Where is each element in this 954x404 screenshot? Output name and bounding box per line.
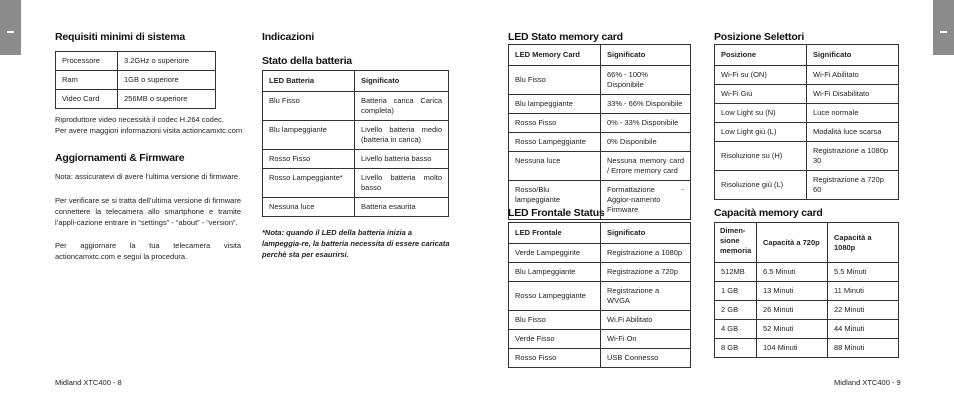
- table-cell: Rosso Fisso: [263, 150, 355, 169]
- table-cell: Blu Fisso: [509, 66, 601, 95]
- requisiti-note: [55, 114, 245, 136]
- page-tab-left: [0, 0, 21, 55]
- table-cell: Livello batteria molto basso: [355, 169, 449, 198]
- table-header-cell: Dimen-sione memoria: [715, 223, 757, 263]
- memory-led-table: [508, 44, 691, 220]
- table-header-cell: Significato: [807, 45, 899, 66]
- table-cell: Ram: [56, 71, 118, 90]
- selettori-title: Posizione Selettori: [714, 31, 805, 43]
- table-row: [263, 92, 449, 121]
- table-row: [509, 114, 691, 133]
- table-cell: Registrazione a 720p 60: [807, 171, 899, 200]
- table-cell: USB Connesso: [601, 349, 691, 368]
- table-cell: Nessuna luce: [263, 198, 355, 217]
- requisiti-note-line2: Per avere maggiori informazioni visita actioncamxtc.com: [55, 126, 243, 135]
- table-row: [263, 121, 449, 150]
- table-cell: 11 Minuti: [828, 282, 899, 301]
- table-row: [715, 301, 899, 320]
- table-row: [715, 263, 899, 282]
- table-cell: Registrazione a 1080p 30: [807, 142, 899, 171]
- table-header-row: [715, 45, 899, 66]
- requisiti-title: Requisiti minimi di sistema: [55, 31, 185, 43]
- table-cell: Livello batteria medio (batteria in carica): [355, 121, 449, 150]
- table-header-cell: LED Frontale: [509, 223, 601, 244]
- table-row: [509, 263, 691, 282]
- capacita-table: [714, 222, 899, 358]
- table-cell: 8 GB: [715, 339, 757, 358]
- table-cell: Batteria carica Carica completa): [355, 92, 449, 121]
- table-row: [715, 282, 899, 301]
- table-cell: Low Light giù (L): [715, 123, 807, 142]
- table-cell: Rosso Lampeggiante: [509, 282, 601, 311]
- table-cell: Wi-Fi On: [601, 330, 691, 349]
- table-header-cell: Significato: [601, 45, 691, 66]
- table-cell: Wi-Fi Abilitato: [807, 66, 899, 85]
- table-cell: Video Card: [56, 90, 118, 109]
- table-cell: Risoluzione giù (L): [715, 171, 807, 200]
- table-cell: Registrazione a WVGA: [601, 282, 691, 311]
- page-number-right: Midland XTC400 - 9: [834, 378, 901, 387]
- table-cell: 1 GB: [715, 282, 757, 301]
- batteria-subtitle: Stato della batteria: [262, 55, 352, 67]
- table-row: [509, 282, 691, 311]
- table-cell: Blu lampeggiante: [509, 95, 601, 114]
- table-cell: Blu Fisso: [509, 311, 601, 330]
- table-cell: Blu Lampeggiante: [509, 263, 601, 282]
- table-row: [715, 104, 899, 123]
- requisiti-table: [55, 51, 216, 109]
- table-cell: 1GB o superiore: [118, 71, 216, 90]
- table-row: [509, 152, 691, 181]
- table-cell: 22 Minuti: [828, 301, 899, 320]
- table-row: [715, 66, 899, 85]
- table-cell: 33% - 66% Disponibile: [601, 95, 691, 114]
- table-cell: Verde Lampegginte: [509, 244, 601, 263]
- page-number-left: Midland XTC400 - 8: [55, 378, 122, 387]
- table-header-cell: Significato: [355, 71, 449, 92]
- table-cell: Modalità luce scarsa: [807, 123, 899, 142]
- table-row: [715, 85, 899, 104]
- table-cell: Wi.Fi Abilitato: [601, 311, 691, 330]
- table-cell: Rosso Lampeggiante: [509, 133, 601, 152]
- table-cell: Processore: [56, 52, 118, 71]
- table-cell: 13 Minuti: [757, 282, 828, 301]
- table-header-row: [715, 223, 899, 263]
- aggiornamenti-title: Aggiornamenti & Firmware: [55, 152, 185, 164]
- table-cell: 88 Minuti: [828, 339, 899, 358]
- table-header-row: [263, 71, 449, 92]
- table-cell: Registrazione a 1080p: [601, 244, 691, 263]
- table-cell: Formattazione - Aggior-namento Firmware: [601, 181, 691, 220]
- table-row: [263, 169, 449, 198]
- table-cell: Batteria esaurita: [355, 198, 449, 217]
- table-cell: 512MB: [715, 263, 757, 282]
- page-tab-right: [933, 0, 954, 55]
- table-row: [509, 66, 691, 95]
- table-cell: Livello batteria basso: [355, 150, 449, 169]
- table-cell: 52 Minuti: [757, 320, 828, 339]
- tab-dash: [7, 31, 14, 33]
- table-cell: Wi-Fi Disabilitato: [807, 85, 899, 104]
- table-row: [56, 52, 216, 71]
- table-cell: 6.5 Minuti: [757, 263, 828, 282]
- table-row: [263, 198, 449, 217]
- table-row: [715, 171, 899, 200]
- table-cell: Registrazione a 720p: [601, 263, 691, 282]
- table-cell: 0% Disponibile: [601, 133, 691, 152]
- table-row: [509, 330, 691, 349]
- table-cell: 66% - 100% Disponibile: [601, 66, 691, 95]
- requisiti-note-line1: Riproduttore video necessità il codec H.264 codec.: [55, 115, 224, 124]
- table-header-cell: LED Batteria: [263, 71, 355, 92]
- table-row: [509, 133, 691, 152]
- aggiornamenti-p2: Per verificare se si tratta dell’ultima versione di firmware connettere la telecamera allo smartphone e tramite l’appli-cazione entrare in “settings” - “about” - “version”.: [55, 196, 241, 227]
- table-cell: Verde Fisso: [509, 330, 601, 349]
- table-cell: Rosso/Blu lampeggiante: [509, 181, 601, 220]
- table-cell: Rosso Fisso: [509, 349, 601, 368]
- memory-led-title: LED Stato memory card: [508, 31, 623, 43]
- table-row: [509, 95, 691, 114]
- table-header-cell: Capacità a 1080p: [828, 223, 899, 263]
- table-cell: Luce normale: [807, 104, 899, 123]
- table-row: [715, 320, 899, 339]
- batteria-table: [262, 70, 449, 217]
- table-cell: 4 GB: [715, 320, 757, 339]
- table-cell: 5.5 Minuti: [828, 263, 899, 282]
- table-header-row: [509, 45, 691, 66]
- table-row: [263, 150, 449, 169]
- table-header-cell: Significato: [601, 223, 691, 244]
- table-header-row: [509, 223, 691, 244]
- table-header-cell: LED Memory Card: [509, 45, 601, 66]
- batteria-note: *Nota: quando il LED della batteria inizia a lampeggia-re, la batteria necessita di essere caricata perchè sta per esaurirsi.: [262, 228, 450, 259]
- table-header-cell: Capacità a 720p: [757, 223, 828, 263]
- frontale-title: LED Frontale Status: [508, 207, 605, 219]
- table-row: [509, 311, 691, 330]
- table-row: [56, 71, 216, 90]
- table-row: [715, 123, 899, 142]
- table-cell: 26 Minuti: [757, 301, 828, 320]
- table-cell: Rosso Fisso: [509, 114, 601, 133]
- table-cell: Nessuna luce: [509, 152, 601, 181]
- table-cell: Low Light su (N): [715, 104, 807, 123]
- table-row: [509, 244, 691, 263]
- indicazioni-title: Indicazioni: [262, 31, 315, 43]
- table-cell: Blu Fisso: [263, 92, 355, 121]
- table-cell: Nessuna memory card / Errore memory card: [601, 152, 691, 181]
- table-cell: 44 Minuti: [828, 320, 899, 339]
- table-cell: 2 GB: [715, 301, 757, 320]
- table-row: [509, 349, 691, 368]
- frontale-table: [508, 222, 691, 368]
- table-cell: 0% - 33% Disponibile: [601, 114, 691, 133]
- tab-dash: [940, 31, 947, 33]
- aggiornamenti-p1: Nota: assicuratevi di avere l’ultima versione di firmware.: [55, 172, 241, 181]
- table-cell: 3.2GHz o superiore: [118, 52, 216, 71]
- table-cell: 104 Minuti: [757, 339, 828, 358]
- aggiornamenti-p3: Per aggiornare la tua telecamera visita actioncamxtc.com e segui la procedura.: [55, 241, 241, 261]
- table-cell: Rosso Lampeggiante*: [263, 169, 355, 198]
- table-header-cell: Posizione: [715, 45, 807, 66]
- table-cell: Wi-Fi Giù: [715, 85, 807, 104]
- selettori-table: [714, 44, 899, 200]
- table-row: [715, 339, 899, 358]
- table-row: [56, 90, 216, 109]
- table-cell: 256MB o superiore: [118, 90, 216, 109]
- table-cell: Risoluzione su (H): [715, 142, 807, 171]
- table-cell: Blu lampeggiante: [263, 121, 355, 150]
- table-cell: Wi-Fi su (ON): [715, 66, 807, 85]
- table-row: [715, 142, 899, 171]
- capacita-title: Capacità memory card: [714, 207, 823, 219]
